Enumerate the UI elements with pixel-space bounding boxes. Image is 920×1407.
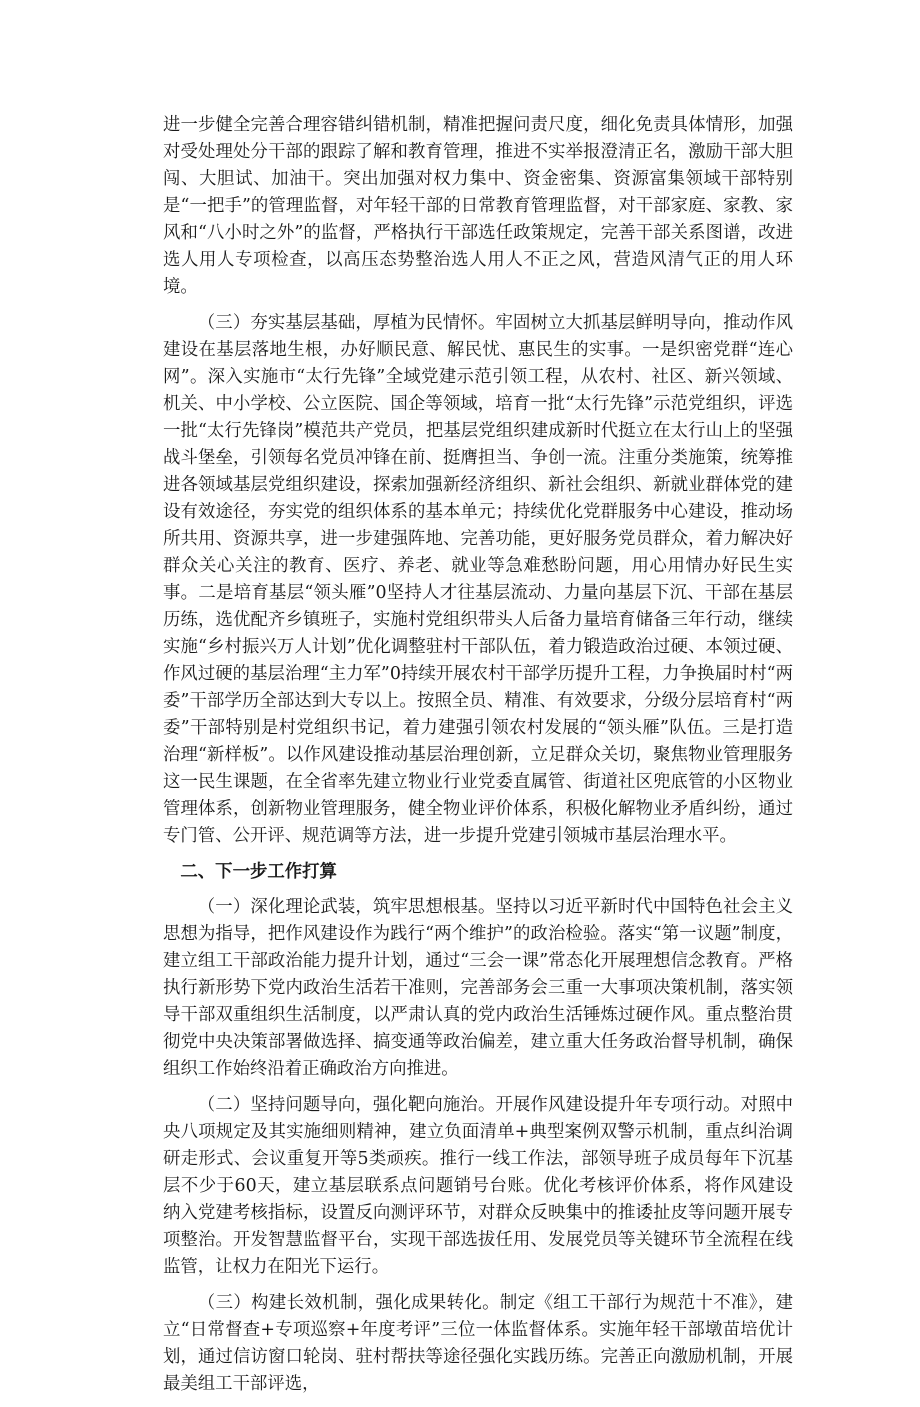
paragraph-problem-orientation: （二）坚持问题导向，强化靶向施治。开展作风建设提升年专项行动。对照中央八项规定及其实施细则精神，建立负面清单+典型案例双警示机制，重点纠治调研走形式、会议重复开等5类顽疾。推行一线工作法，部领导班子成员每年下沉基层不少于60天，建立基层联系点问题销号台账。优化考核评价体系，将作风建设纳入党建考核指标，设置反向测评环节，对群众反映集中的推诿扯皮等问题开展专项整治。开发智慧监督平台，实现干部选拔任用、发展党员等关键环节全流程在线监管，让权力在阳光下运行。 xyxy=(163,1095,793,1277)
document-body xyxy=(163,112,793,1407)
paragraph-grassroots: （三）夯实基层基础，厚植为民情怀。牢固树立大抓基层鲜明导向，推动作风建设在基层落地生根，办好顺民意、解民忧、惠民生的实事。一是织密党群“连心网”。深入实施市“太行先锋”全域党建示范引领工程，从农村、社区、新兴领域、机关、中小学校、公立医院、国企等领域，培育一批“太行先锋”示范党组织，评选一批“太行先锋岗”模范共产党员，把基层党组织建成新时代挺立在太行山上的坚强战斗堡垒，引领每名党员冲锋在前、挺膺担当、争创一流。注重分类施策，统筹推进各领域基层党组织建设，探索加强新经济组织、新社会组织、新就业群体党的建设有效途径，夯实党的组织体系的基本单元；持续优化党群服务中心建设，推动场所共用、资源共享，进一步建强阵地、完善功能，更好服务党员群众，着力解决好群众关心关注的教育、医疗、养老、就业等急难愁盼问题，用心用情办好民生实事。二是培育基层“领头雁”0坚持人才往基层流动、力量向基层下沉、干部在基层历练，选优配齐乡镇班子，实施村党组织带头人后备力量培育储备三年行动，继续实施“乡村振兴万人计划”优化调整驻村干部队伍，着力锻造政治过硬、本领过硬、作风过硬的基层治理“主力军”0持续开展农村干部学历提升工程，力争换届时村“两委”干部学历全部达到大专以上。按照全员、精准、有效要求，分级分层培育村“两委”干部特别是村党组织书记，着力建强引领农村发展的“领头雁”队伍。三是打造治理“新样板”。以作风建设推动基层治理创新，立足群众关切，聚焦物业管理服务这一民生课题，在全省率先建立物业行业党委直属管、街道社区兜底管的小区物业管理体系，创新物业管理服务，健全物业评价体系，积极化解物业矛盾纠纷，通过专门管、公开评、规范调等方法，进一步提升党建引领城市基层治理水平。 xyxy=(163,313,793,846)
paragraph-long-term-mechanism: （三）构建长效机制，强化成果转化。制定《组工干部行为规范十不准》，建立“日常督查+专项巡察+年度考评”三位一体监督体系。实施年轻干部墩苗培优计划，通过信访窗口轮岗、驻村帮扶等途径强化实践历练。完善正向激励机制，开展最美组工干部评选， xyxy=(163,1293,793,1394)
section-heading: 二、下一步工作打算 xyxy=(180,862,337,882)
paragraph-continuation: 进一步健全完善合理容错纠错机制，精准把握问责尺度，细化免责具体情形，加强对受处理处分干部的跟踪了解和教育管理，推进不实举报澄清正名，激励干部大胆闯、大胆试、加油干。突出加强对权力集中、资金密集、资源富集领域干部特别是“一把手”的管理监督，对年轻干部的日常教育管理监督，对干部家庭、家教、家风和“八小时之外”的监督，严格执行干部选任政策规定，完善干部关系图谱，改进选人用人专项检查，以高压态势整治选人用人不正之风，营造风清气正的用人环境。 xyxy=(163,115,793,297)
paragraph-theory: （一）深化理论武装，筑牢思想根基。坚持以习近平新时代中国特色社会主义思想为指导，把作风建设作为践行“两个维护”的政治检验。落实“第一议题”制度，建立组工干部政治能力提升计划，通过“三会一课”常态化开展理想信念教育。严格执行新形势下党内政治生活若干准则，完善部务会三重一大事项决策机制，落实领导干部双重组织生活制度，以严肃认真的党内政治生活锤炼过硬作风。重点整治贯彻党中央决策部署做选择、搞变通等政治偏差，建立重大任务政治督导机制，确保组织工作始终沿着正确政治方向推进。 xyxy=(163,897,793,1079)
